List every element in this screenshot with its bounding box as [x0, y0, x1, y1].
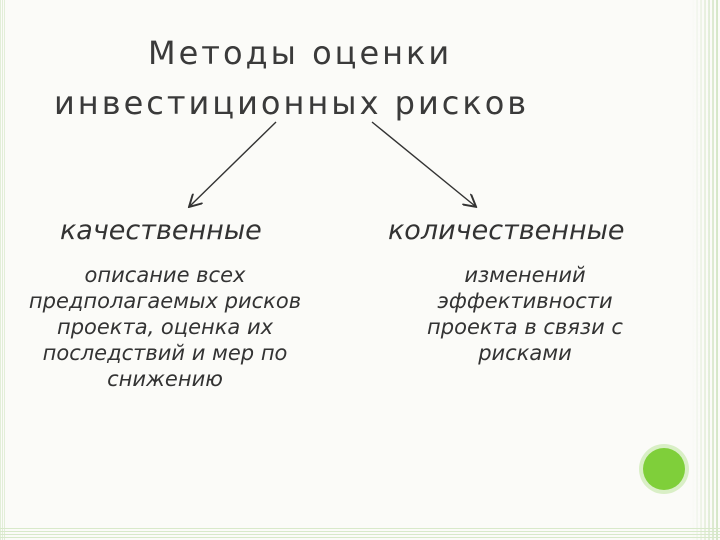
branch-label-qualitative: качественные	[60, 215, 262, 246]
title-line-1: Методы оценки	[148, 34, 453, 72]
arrow-left	[190, 122, 276, 206]
arrow-right	[372, 122, 475, 206]
branch-description-quantitative: изменений эффективности проекта в связи с рисками	[427, 263, 623, 365]
green-dot-decoration	[643, 448, 685, 490]
title-line-2: инвестиционных рисков	[54, 84, 530, 122]
branch-description-qualitative: описание всех предполагаемых рисков проекта, оценка их последствий и мер по снижению	[28, 263, 302, 391]
branch-label-quantitative: количественные	[388, 215, 625, 246]
